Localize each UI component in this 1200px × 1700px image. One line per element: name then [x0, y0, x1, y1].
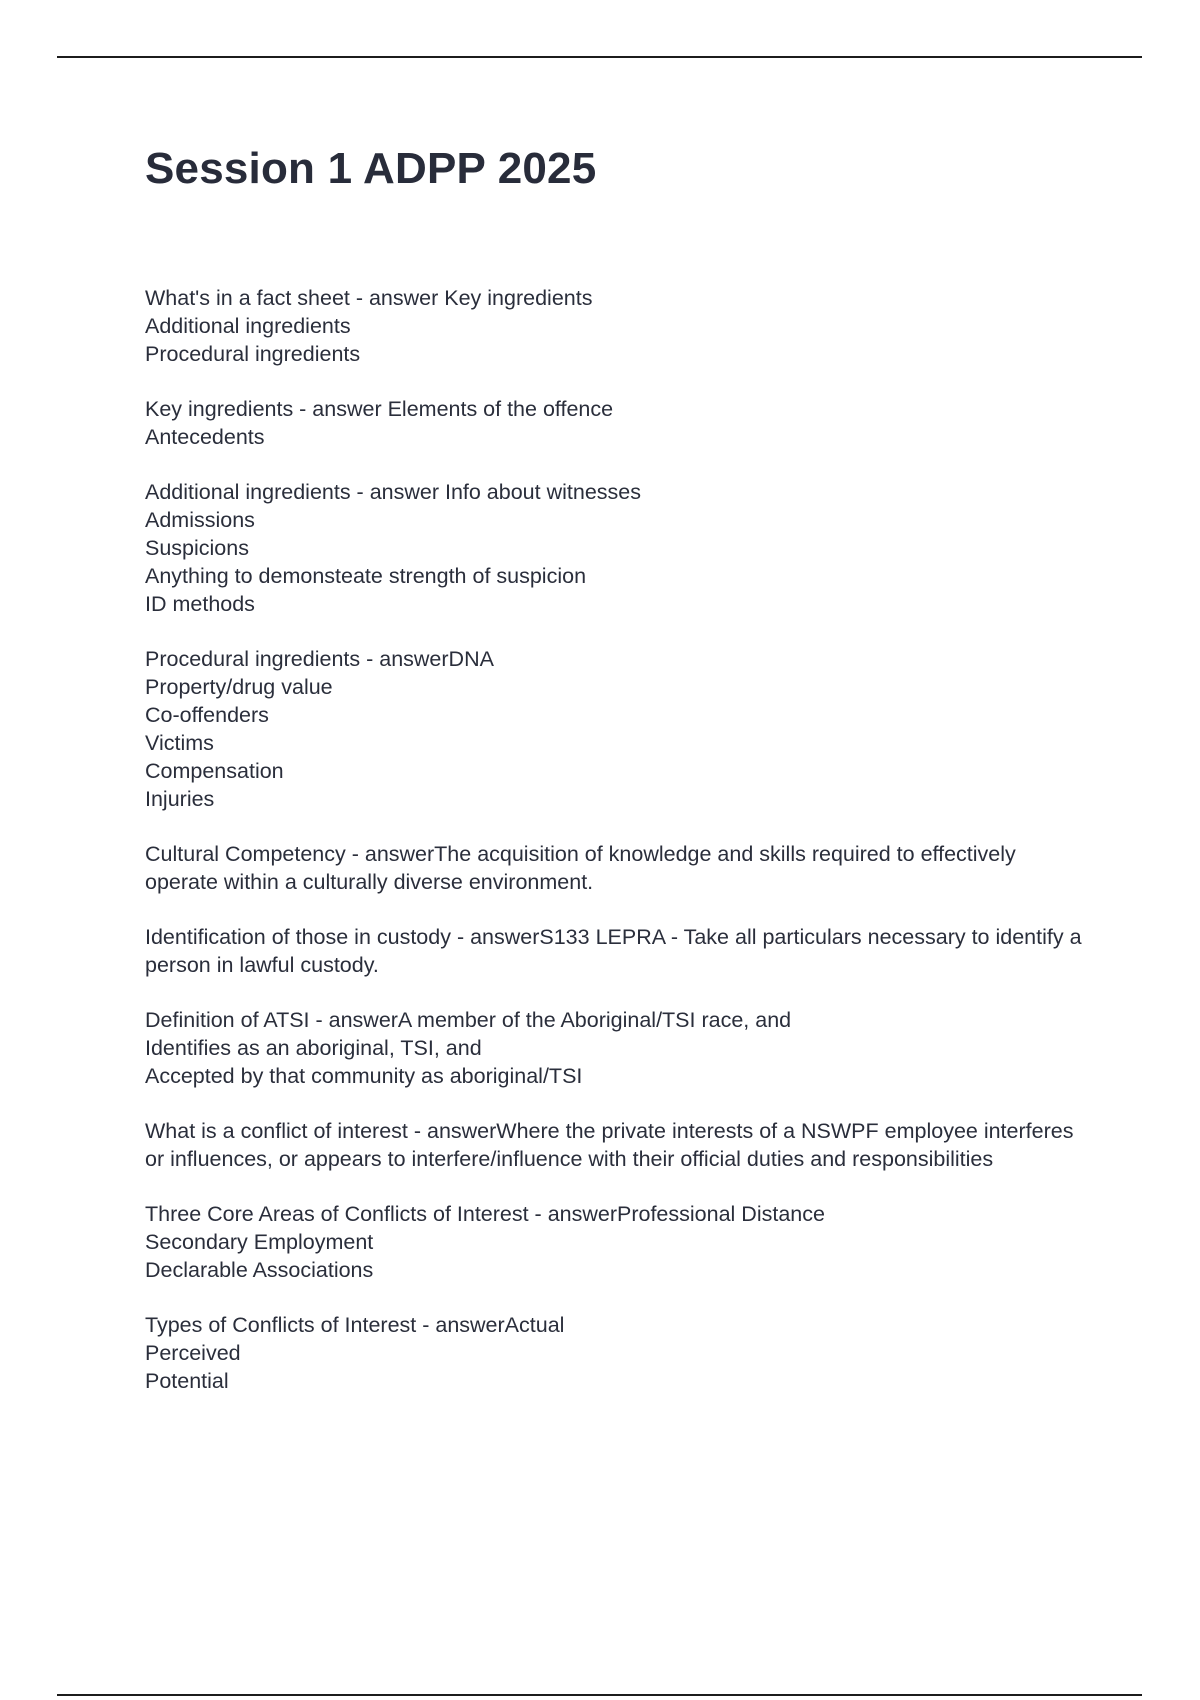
entry-core-areas: [145, 1200, 1085, 1284]
entry-line: Perceived: [145, 1341, 241, 1365]
entry-key-ingredients: [145, 395, 1085, 451]
document-body: [145, 284, 1085, 1422]
entry-line: Procedural ingredients - answerDNA: [145, 647, 494, 671]
entry-line: Identification of those in custody - answerS133 LEPRA - Take all particulars necessary to identify a person in lawful custody.: [145, 925, 1082, 977]
entry-line: Three Core Areas of Conflicts of Interest - answerProfessional Distance: [145, 1202, 825, 1226]
entry-identification-custody: [145, 923, 1085, 979]
entry-definition-atsi: [145, 1006, 1085, 1090]
document-title: Session 1 ADPP 2025: [145, 144, 597, 193]
entry-line: Co-offenders: [145, 703, 269, 727]
entry-line: Definition of ATSI - answerA member of the Aboriginal/TSI race, and: [145, 1008, 792, 1032]
entry-line: Compensation: [145, 759, 284, 783]
entry-line: Anything to demonsteate strength of suspicion: [145, 564, 587, 588]
entry-line: Types of Conflicts of Interest - answerActual: [145, 1313, 565, 1337]
entry-fact-sheet: [145, 284, 1085, 368]
entry-line: Potential: [145, 1369, 229, 1393]
entry-conflict-of-interest: [145, 1117, 1085, 1173]
entry-line: Cultural Competency - answerThe acquisition of knowledge and skills required to effectively operate within a culturally diverse environment.: [145, 842, 1016, 894]
entry-line: Additional ingredients: [145, 314, 351, 338]
entry-line: Victims: [145, 731, 214, 755]
entry-line: Identifies as an aboriginal, TSI, and: [145, 1036, 482, 1060]
entry-additional-ingredients: [145, 478, 1085, 618]
entry-line: Declarable Associations: [145, 1258, 374, 1282]
entry-line: Key ingredients - answer Elements of the offence: [145, 397, 614, 421]
entry-line: What is a conflict of interest - answerWhere the private interests of a NSWPF employee interferes or influences, or appears to interfere/influence with their official duties and responsibilities: [145, 1119, 1074, 1171]
bottom-rule: [57, 1694, 1142, 1696]
entry-line: Injuries: [145, 787, 215, 811]
entry-procedural-ingredients: [145, 645, 1085, 813]
entry-line: What's in a fact sheet - answer Key ingredients: [145, 286, 593, 310]
top-rule: [57, 56, 1142, 58]
entry-line: ID methods: [145, 592, 255, 616]
entry-line: Procedural ingredients: [145, 342, 361, 366]
entry-line: Additional ingredients - answer Info about witnesses: [145, 480, 641, 504]
entry-types-of-conflicts: [145, 1311, 1085, 1395]
entry-line: Accepted by that community as aboriginal/TSI: [145, 1064, 583, 1088]
entry-line: Suspicions: [145, 536, 249, 560]
entry-line: Admissions: [145, 508, 255, 532]
entry-line: Antecedents: [145, 425, 265, 449]
entry-cultural-competency: [145, 840, 1085, 896]
entry-line: Secondary Employment: [145, 1230, 374, 1254]
entry-line: Property/drug value: [145, 675, 333, 699]
